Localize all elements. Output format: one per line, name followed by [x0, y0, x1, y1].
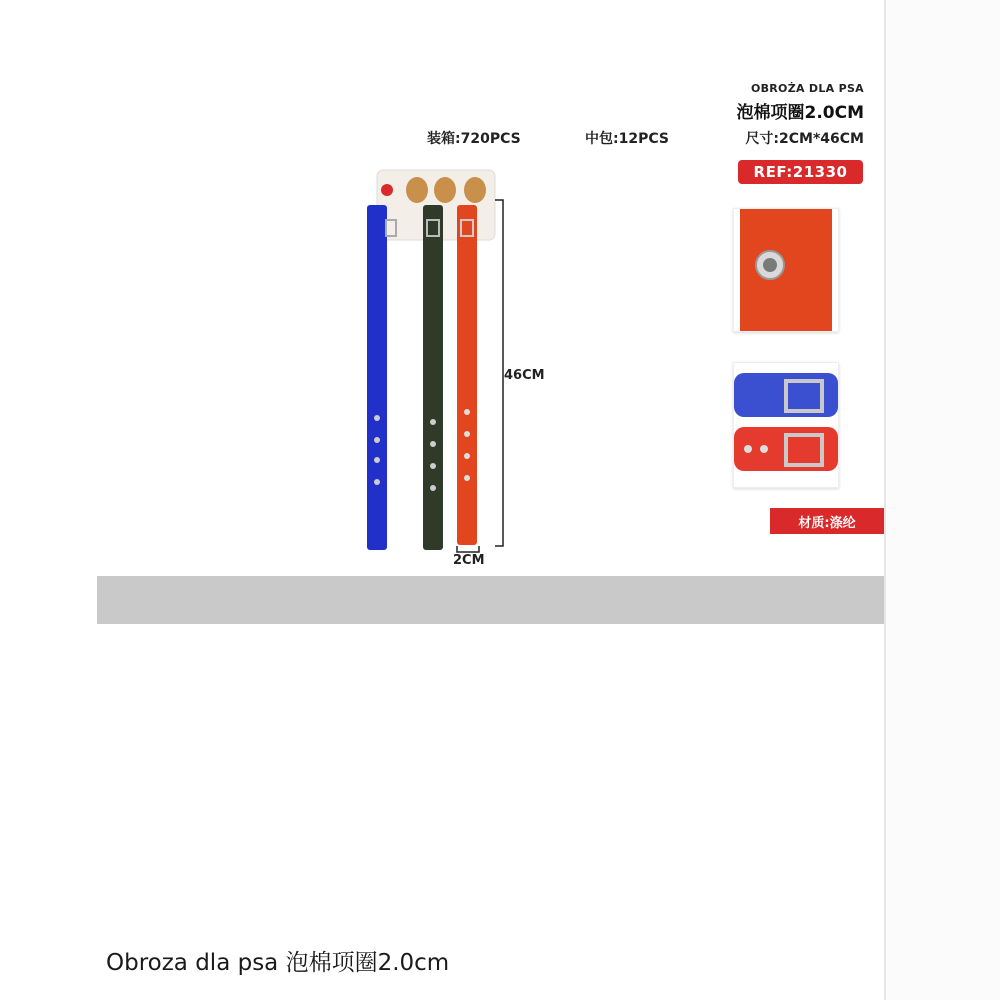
detail-photo-eyelet: [733, 208, 839, 332]
product-image[interactable]: [97, 72, 884, 576]
product-title: 泡棉项圈2.0CM: [736, 103, 864, 123]
card-logo: [381, 184, 393, 196]
collar-green: [423, 205, 443, 550]
detail-photo-buckles: [733, 362, 839, 488]
right-margin: [886, 0, 1000, 1000]
dog-face-3: [464, 177, 486, 203]
collar-blue: [367, 205, 387, 550]
ref-badge: REF:21330: [738, 160, 863, 184]
spec-size: 尺寸:2CM*46CM: [745, 131, 864, 147]
dog-face-1: [406, 177, 428, 203]
width-dimension-line: [457, 546, 479, 552]
material-badge: 材质:涤纶: [770, 508, 884, 534]
webbing-red: [740, 209, 832, 331]
length-label: 46CM: [504, 368, 545, 383]
collar-red: [457, 205, 477, 545]
spec-inner-pack: 中包:12PCS: [585, 131, 669, 147]
product-subtitle: OBROŻA DLA PSA: [750, 82, 864, 95]
image-divider-band: [97, 576, 884, 624]
collars-illustration: [357, 160, 537, 570]
dog-face-2: [434, 177, 456, 203]
length-dimension-line: [495, 200, 503, 546]
spec-carton: 装箱:720PCS: [427, 131, 521, 147]
product-caption[interactable]: Obroza dla psa 泡棉项圈2.0cm: [106, 950, 450, 976]
width-label: 2CM: [453, 553, 485, 568]
